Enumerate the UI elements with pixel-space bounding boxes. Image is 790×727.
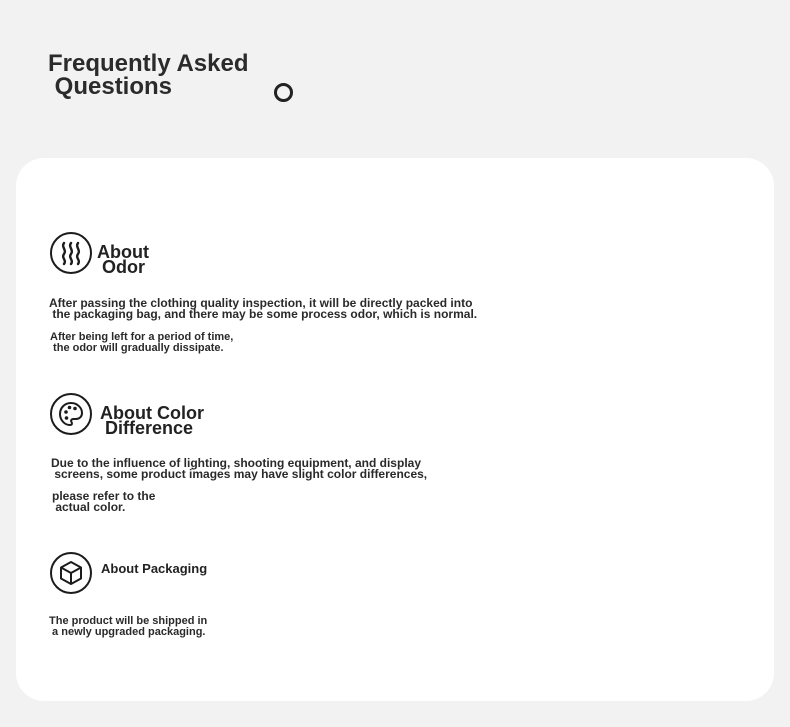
palette-icon [50,393,92,435]
page-title: Frequently Asked Questions [48,50,249,100]
section-title-color: About Color Difference [100,403,204,438]
section-title-odor: About Odor [97,242,149,277]
color-paragraph-1: Due to the influence of lighting, shooting equipment, and display screens, some product images may have slight color differences, [51,456,428,481]
odor-paragraph-1: After passing the clothing quality inspection, it will be directly packed into the packaging bag, and there may be some process odor, which is normal. [49,296,478,321]
color-paragraph-2: please refer to the actual color. [52,489,156,514]
section-title-packaging: About Packaging [101,561,208,576]
packaging-paragraph: The product will be shipped in a newly upgraded packaging. [49,615,208,638]
odor-paragraph-2: After being left for a period of time, the odor will gradually dissipate. [50,331,234,354]
box-icon [50,552,92,594]
ring-icon [274,83,293,102]
heat-waves-icon [50,232,92,274]
